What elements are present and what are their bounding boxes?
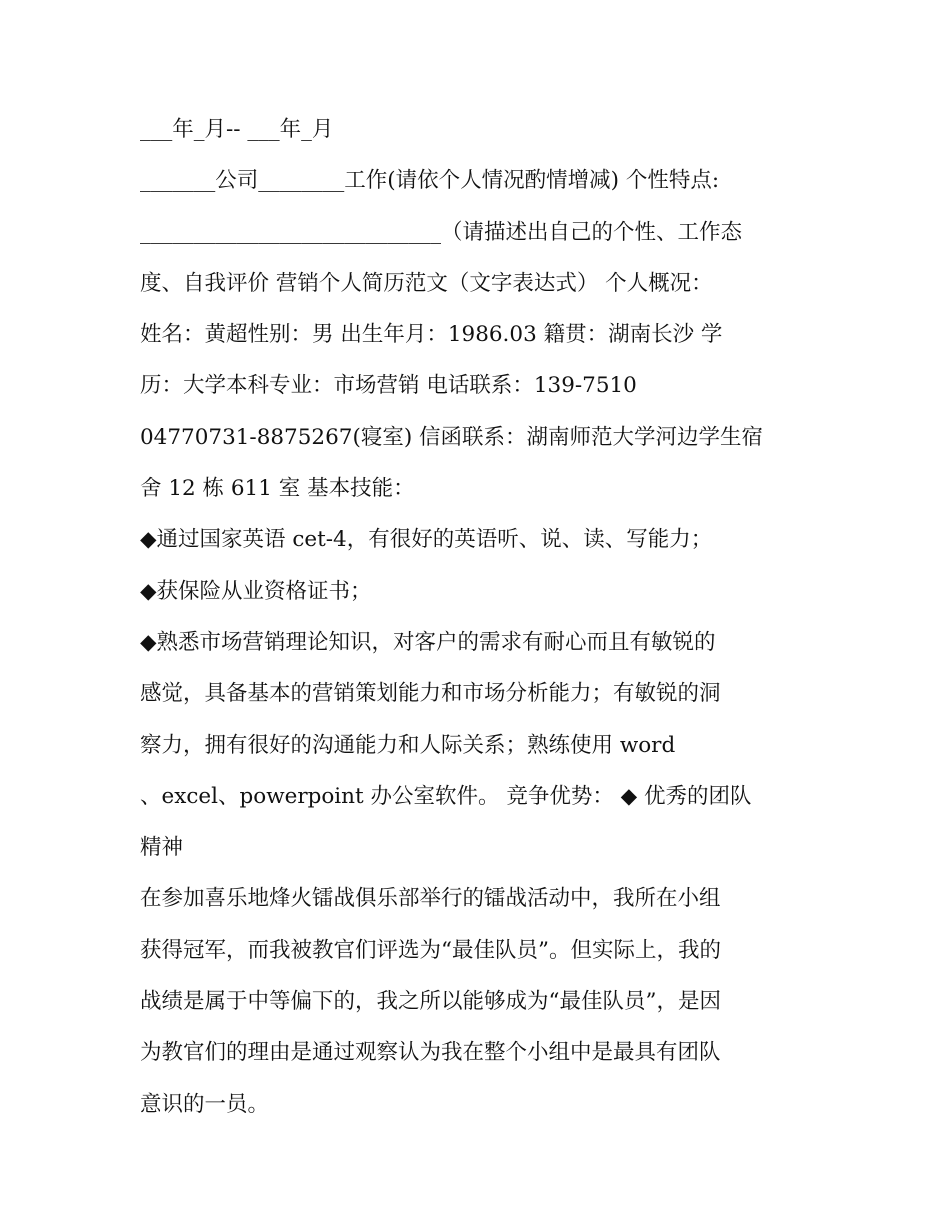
text-line: 舍 12 栋 611 室 基本技能： — [140, 476, 415, 502]
text-line: 获得冠军，而我被教官们评选为“最佳队员”。但实际上，我的 — [140, 937, 721, 963]
text-line: 在参加喜乐地烽火镭战俱乐部举行的镭战活动中，我所在小组 — [140, 886, 721, 912]
skill-bullet: ◆通过国家英语 cet-4，有很好的英语听、说、读、写能力； — [140, 527, 713, 553]
skill-bullet: ◆熟悉市场营销理论知识，对客户的需求有耐心而且有敏锐的 — [140, 629, 716, 655]
text-line: 感觉，具备基本的营销策划能力和市场分析能力；有敏锐的洞 — [140, 681, 721, 707]
text-line: 为教官们的理由是通过观察认为我在整个小组中是最具有团队 — [140, 1040, 721, 1066]
text-line: 精神 — [140, 835, 184, 861]
text-line: 、excel、powerpoint 办公室软件。 竞争优势： ◆ 优秀的团队 — [140, 783, 752, 809]
text-line: 战绩是属于中等偏下的，我之所以能够成为“最佳队员”，是因 — [140, 989, 721, 1015]
text-line: 意识的一员。 — [140, 1091, 270, 1117]
text-line: 察力，拥有很好的沟通能力和人际关系；熟练使用 word — [140, 732, 676, 758]
text-line: 度、自我评价 营销个人简历范文（文字表达式） 个人概况： — [140, 270, 713, 296]
text-line: 04770731-8875267(寝室) 信函联系：湖南师范大学河边学生宿 — [140, 424, 764, 450]
resume-text-body — [140, 104, 812, 1130]
skill-bullet: ◆获保险从业资格证书； — [140, 578, 372, 604]
company-work-line: _______公司________工作(请依个人情况酌情增减) 个性特点: — [140, 168, 720, 194]
text-line: 历：大学本科专业：市场营销 电话联系：139-7510 — [140, 373, 637, 399]
personality-line: ____________________________（请描述出自己的个性、工作态 — [140, 219, 743, 245]
text-line: 姓名：黄超性别：男 出生年月：1986.03 籍贯：湖南长沙 学 — [140, 322, 723, 348]
date-range-line: ___年_月-- ___年_月 — [140, 117, 334, 142]
